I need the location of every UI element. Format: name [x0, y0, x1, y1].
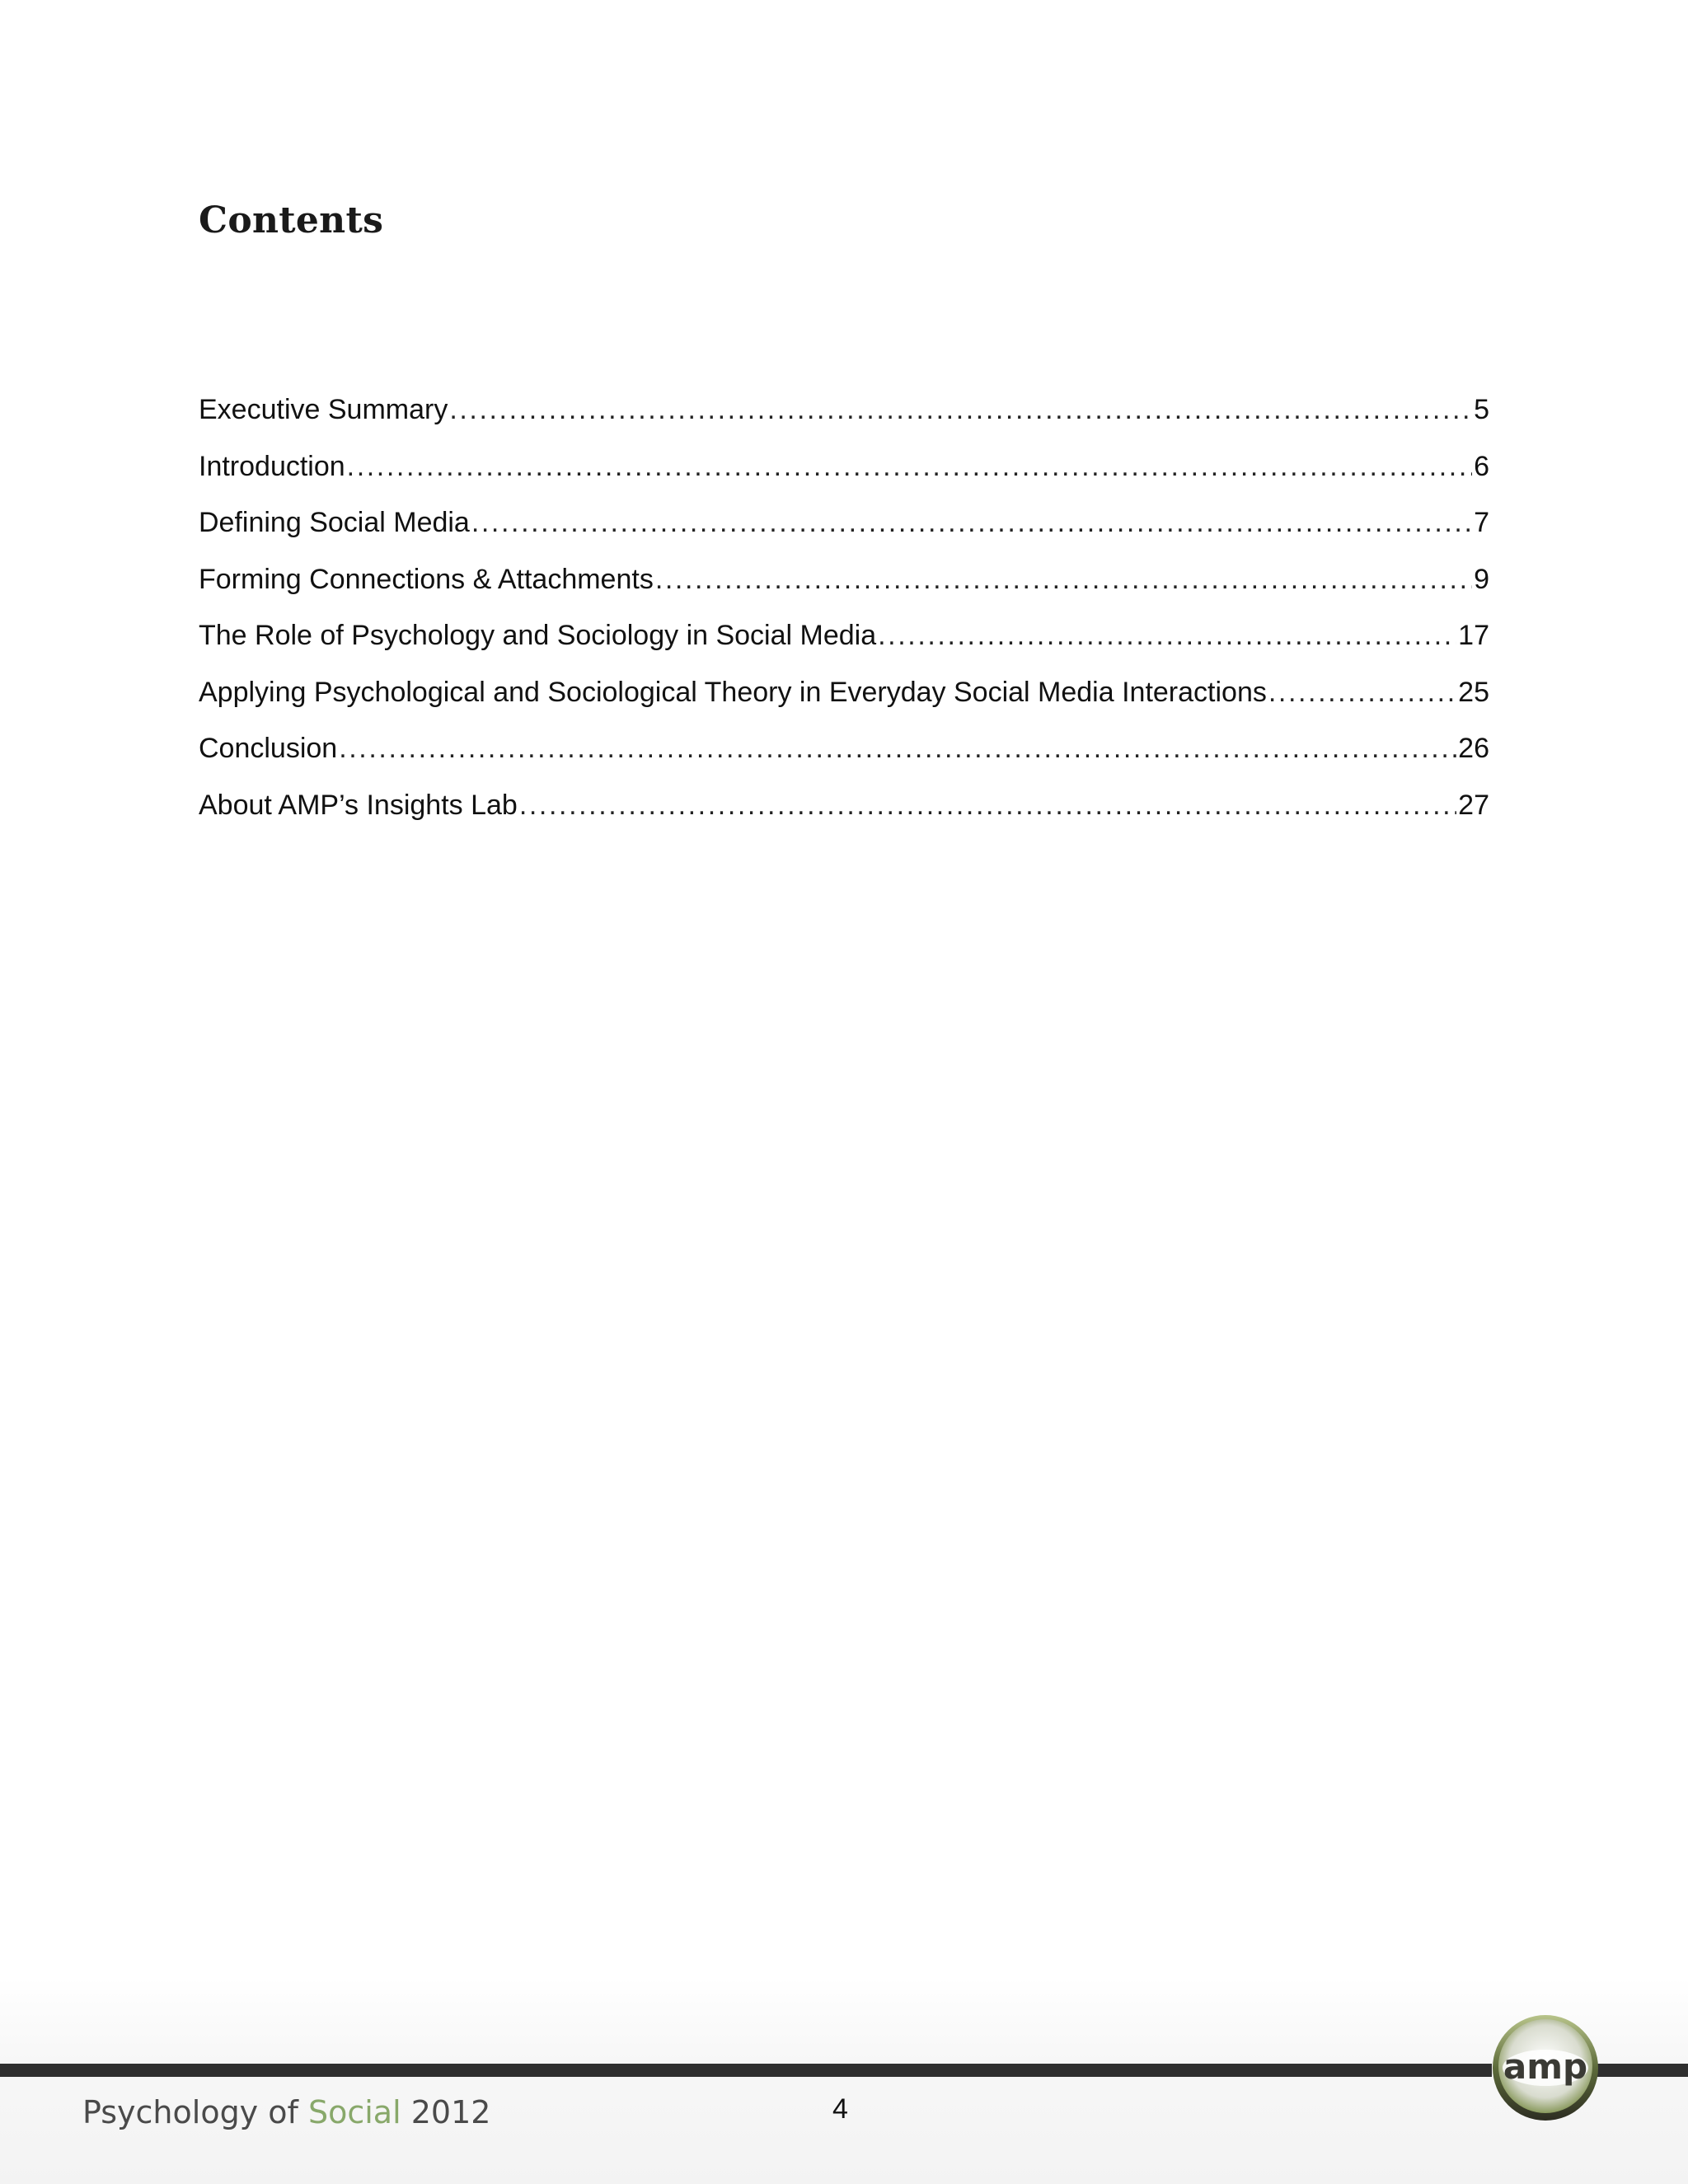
toc-entry-page-number: 25	[1458, 676, 1489, 708]
toc-dot-leader	[339, 730, 1456, 766]
toc-entry-executive-summary[interactable]	[199, 391, 1489, 448]
toc-entry-role-of-psychology[interactable]	[199, 617, 1489, 674]
toc-dot-leader	[878, 617, 1456, 654]
toc-entry-title: About AMP’s Insights Lab	[199, 789, 518, 821]
toc-entry-title: Defining Social Media	[199, 507, 470, 538]
toc-entry-defining-social-media[interactable]	[199, 504, 1489, 561]
toc-entry-page-number: 5	[1474, 394, 1489, 425]
toc-entry-page-number: 6	[1474, 450, 1489, 482]
footer-band	[0, 1978, 1688, 2184]
toc-dot-leader	[449, 391, 1472, 428]
footer-rule-right	[1591, 2064, 1688, 2077]
toc-dot-leader	[655, 561, 1472, 598]
toc-entry-forming-connections[interactable]	[199, 561, 1489, 618]
toc-entry-introduction[interactable]	[199, 448, 1489, 505]
toc-entry-page-number: 27	[1458, 789, 1489, 821]
footer-brand-year: 2012	[401, 2094, 491, 2130]
logo-text: amp	[1503, 2046, 1588, 2087]
toc-dot-leader	[1268, 674, 1456, 710]
toc-entry-title: Forming Connections & Attachments	[199, 563, 654, 595]
toc-entry-title: The Role of Psychology and Sociology in Social Media	[199, 620, 877, 651]
toc-entry-title: Applying Psychological and Sociological Theory in Everyday Social Media Interactions	[199, 676, 1267, 708]
footer-brand	[82, 2092, 490, 2133]
toc-dot-leader	[519, 787, 1456, 823]
toc-entry-title: Conclusion	[199, 733, 338, 764]
toc-entry-about-amp[interactable]	[199, 787, 1489, 844]
toc-dot-leader	[471, 504, 1472, 541]
toc-dot-leader	[347, 448, 1472, 485]
toc-entry-applying-theory[interactable]	[199, 674, 1489, 731]
toc-entry-title: Introduction	[199, 450, 345, 482]
page-title: Contents	[199, 199, 384, 241]
toc-entry-page-number: 17	[1458, 620, 1489, 651]
toc-entry-page-number: 26	[1458, 733, 1489, 764]
footer-brand-accent: Social	[307, 2094, 401, 2130]
toc-entry-title: Executive Summary	[199, 394, 448, 425]
table-of-contents	[199, 391, 1489, 843]
page-number: 4	[832, 2093, 848, 2125]
footer-brand-text: Psychology of	[82, 2094, 308, 2130]
toc-entry-conclusion[interactable]	[199, 730, 1489, 787]
amp-logo-icon	[1490, 2013, 1601, 2124]
toc-entry-page-number: 7	[1474, 507, 1489, 538]
footer-rule	[0, 2064, 1492, 2077]
toc-entry-page-number: 9	[1474, 563, 1489, 595]
